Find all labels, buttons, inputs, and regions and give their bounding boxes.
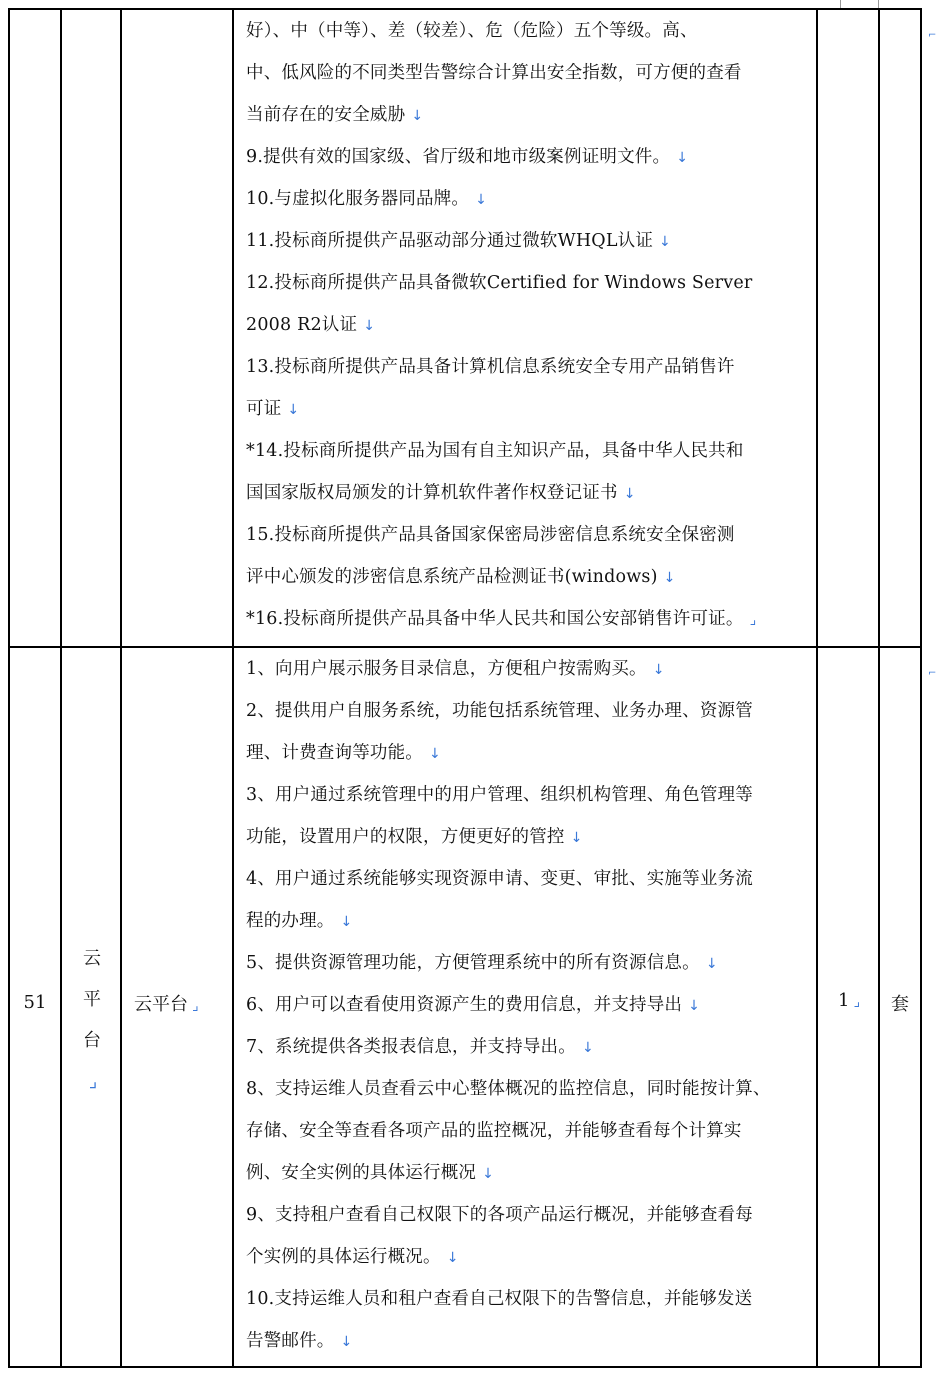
cell-end-mark-icon: ⌐ — [928, 30, 936, 41]
category-char: 平 — [83, 989, 101, 1010]
paragraph-down-arrow-icon: ↓ — [705, 956, 718, 972]
column-divider — [60, 8, 62, 1368]
unit-cell — [882, 990, 918, 1016]
category-char: 云 — [83, 948, 101, 969]
spec-line: 理、计费查询等功能。 ↓ — [246, 743, 441, 763]
spec-line: 1、向用户展示服务目录信息，方便租户按需购买。 ↓ — [246, 659, 665, 679]
table-border-right — [920, 8, 922, 1368]
cell-end-mark-icon: ⌟ — [853, 994, 860, 1010]
spec-line: 10.与虚拟化服务器同品牌。 ↓ — [246, 189, 488, 209]
row51-spec-list — [246, 648, 814, 1362]
spec-line: 可证 ↓ — [246, 399, 300, 419]
paragraph-down-arrow-icon: ↓ — [570, 830, 583, 846]
spec-line: 个实例的具体运行概况。 ↓ — [246, 1247, 459, 1267]
spec-line: 国国家版权局颁发的计算机软件著作权登记证书 ↓ — [246, 483, 636, 503]
paragraph-down-arrow-icon: ↓ — [659, 234, 671, 250]
cell-end-mark-icon: ⌟ — [749, 612, 757, 628]
spec-line: 9.提供有效的国家级、省厅级和地市级案例证明文件。 ↓ — [246, 147, 689, 167]
top-border-stub — [840, 0, 841, 8]
item-name: 云平台 — [134, 994, 188, 1015]
paragraph-down-arrow-icon: ↓ — [363, 318, 376, 334]
quantity-cell — [822, 990, 876, 1011]
category-char: 台 ⌟ — [66, 1020, 118, 1061]
paragraph-down-arrow-icon: ↓ — [340, 1334, 353, 1350]
paragraph-down-arrow-icon: ↓ — [688, 998, 701, 1014]
cell-end-mark-icon: ⌟ — [192, 998, 199, 1014]
row-number-cell — [12, 992, 58, 1013]
spec-line: 功能，设置用户的权限，方便更好的管控 ↓ — [246, 827, 583, 847]
spec-line: 15.投标商所提供产品具备国家保密局涉密信息系统安全保密测 — [246, 525, 735, 545]
column-divider — [120, 8, 122, 1368]
spec-line: 11.投标商所提供产品驱动部分通过微软WHQL认证 ↓ — [246, 231, 671, 251]
spec-line: 6、用户可以查看使用资源产生的费用信息，并支持导出 ↓ — [246, 995, 701, 1015]
spec-line: 7、系统提供各类报表信息，并支持导出。 ↓ — [246, 1037, 594, 1057]
spec-line: 9、支持租户查看自己权限下的各项产品运行概况，并能够查看每 — [246, 1205, 753, 1225]
spec-line: 5、提供资源管理功能，方便管理系统中的所有资源信息。 ↓ — [246, 953, 718, 973]
paragraph-down-arrow-icon: ↓ — [482, 1166, 495, 1182]
paragraph-down-arrow-icon: ↓ — [411, 108, 424, 124]
spec-line: 评中心颁发的涉密信息系统产品检测证书(windows) ↓ — [246, 567, 676, 587]
paragraph-down-arrow-icon: ↓ — [581, 1040, 594, 1056]
spec-line: 13.投标商所提供产品具备计算机信息系统安全专用产品销售许 — [246, 357, 735, 377]
paragraph-down-arrow-icon: ↓ — [446, 1250, 459, 1266]
spec-line: *16.投标商所提供产品具备中华人民共和国公安部销售许可证。 ⌟ — [246, 609, 757, 629]
spec-line: 8、支持运维人员查看云中心整体概况的监控信息，同时能按计算、 — [246, 1079, 771, 1099]
paragraph-down-arrow-icon: ↓ — [623, 486, 636, 502]
spec-line: 4、用户通过系统能够实现资源申请、变更、审批、实施等业务流 — [246, 869, 753, 889]
spec-line: 程的办理。 ↓ — [246, 911, 353, 931]
paragraph-down-arrow-icon: ↓ — [287, 402, 300, 418]
paragraph-down-arrow-icon: ↓ — [676, 150, 689, 166]
category-cell — [66, 938, 118, 1092]
spec-line: 当前存在的安全威胁 ↓ — [246, 105, 424, 125]
paragraph-down-arrow-icon: ↓ — [663, 570, 676, 586]
paragraph-down-arrow-icon: ↓ — [429, 746, 441, 762]
paragraph-down-arrow-icon: ↓ — [475, 192, 488, 208]
spec-line: 10.支持运维人员和租户查看自己权限下的告警信息，并能够发送 — [246, 1289, 753, 1309]
spec-line: 12.投标商所提供产品具备微软Certified for Windows Server — [246, 273, 753, 293]
spec-line: 中、低风险的不同类型告警综合计算出安全指数，可方便的查看 — [246, 63, 742, 83]
cell-end-mark-icon: ⌟ — [88, 1071, 98, 1092]
item-name-cell — [134, 990, 230, 1016]
spec-line: 好）、中（中等）、差（较差）、危（危险）五个等级。高、 — [246, 21, 698, 41]
spec-line: 2008 R2认证 ↓ — [246, 315, 376, 335]
quantity: 1 — [837, 990, 850, 1011]
spec-line: 存储、安全等查看各项产品的监控概况，并能够查看每个计算实 — [246, 1121, 742, 1141]
paragraph-down-arrow-icon: ↓ — [340, 914, 353, 930]
continued-spec-list — [246, 10, 814, 640]
spec-line: *14.投标商所提供产品为国有自主知识产品，具备中华人民共和 — [246, 441, 744, 461]
spec-line: 告警邮件。 ↓ — [246, 1331, 353, 1351]
unit: 套 — [891, 994, 909, 1015]
spec-line: 3、用户通过系统管理中的用户管理、组织机构管理、角色管理等 — [246, 785, 753, 805]
spec-line: 例、安全实例的具体运行概况 ↓ — [246, 1163, 495, 1183]
column-divider — [232, 8, 234, 1368]
cell-end-mark-icon: ⌐ — [928, 668, 936, 679]
row-number: 51 — [23, 992, 47, 1013]
column-divider — [816, 8, 818, 1368]
table-bottom-border — [8, 1366, 922, 1368]
column-divider — [878, 8, 880, 1368]
table-border-left — [8, 8, 10, 1368]
spec-line: 2、提供用户自服务系统，功能包括系统管理、业务办理、资源管 — [246, 701, 753, 721]
top-border-stub — [878, 0, 879, 8]
paragraph-down-arrow-icon: ↓ — [652, 662, 665, 678]
